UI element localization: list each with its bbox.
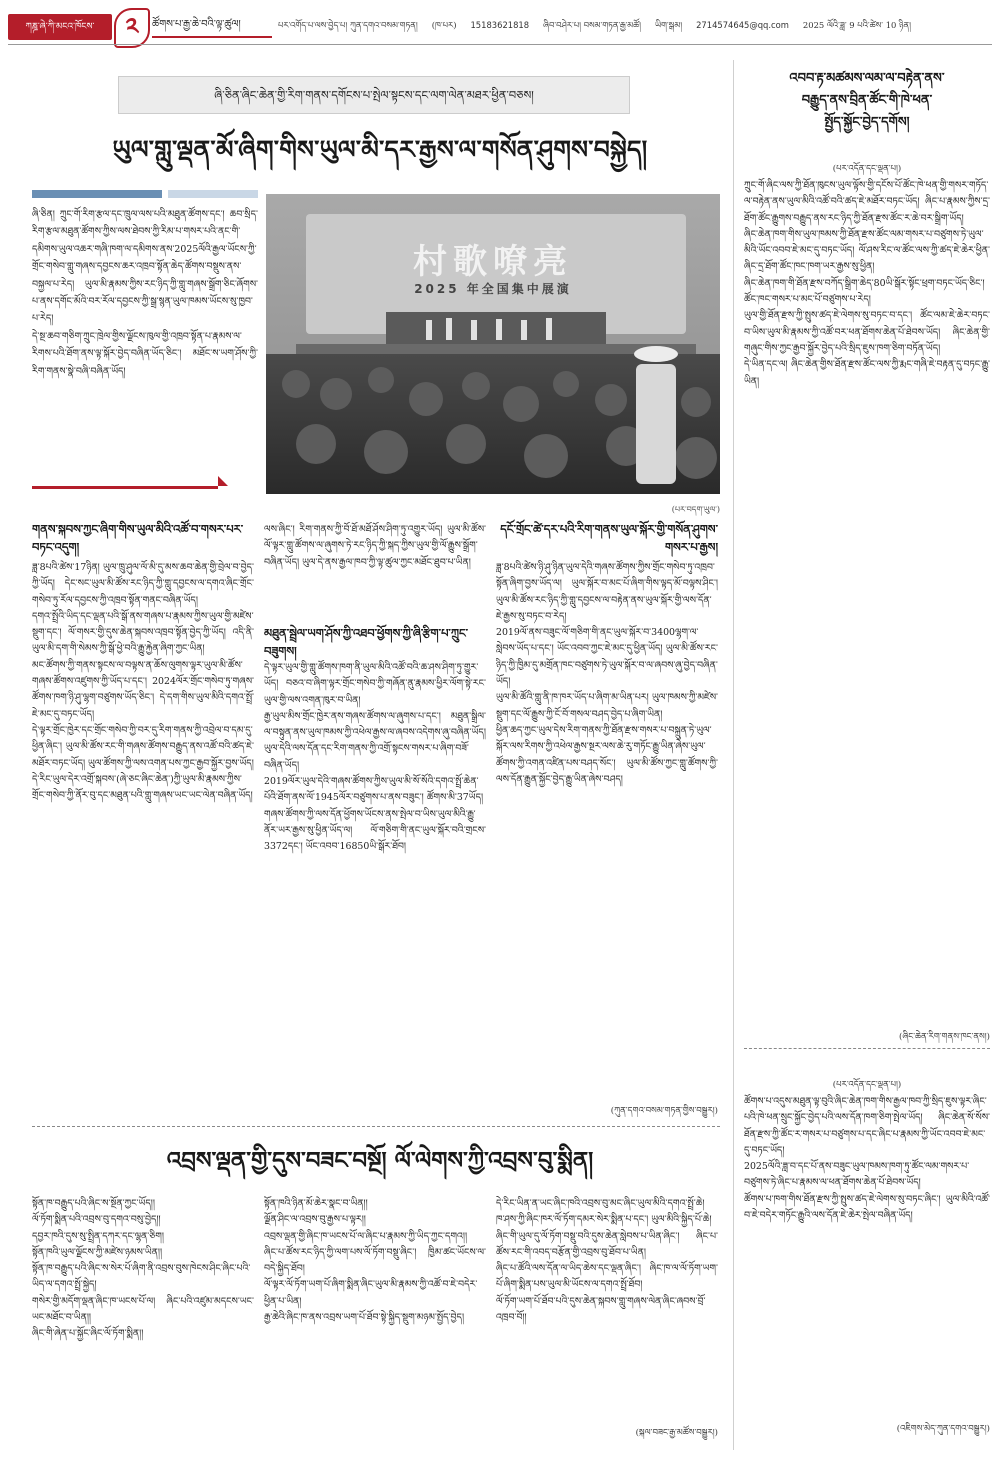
section-divider [32, 1126, 720, 1127]
column3-title: དངོ་གྲོང་ཚེ་དར་པའི་རིག་གནས་ཡུལ་སྐོར་གྱི་གསོན་ཤུགས་གསར་པ་རྒྱས། [500, 522, 718, 554]
poem-column3: དེ་རིང་ཡིན་ན་ཡང་ཞིང་ཁའི་འབྲས་བུ་མང་ཞིང་ཡུལ་མིའི་དགའ་སྤྲོ་ཆེ། ཁ་ཤས་ཀྱི་ཞིང་ཁར་ལོ་ཏོག་དམར་སེར་སྨིན་པ་དང་། ཡུལ་མིའི་སྐྱིད་པོ་ཆེ། ཞིང་གི་ཡུལ་དུ་ལོ་ཏོག་བསྡུ་བའི་དུས་ཆེན་སླེབས་པ་ཡིན་ཞིང་། ཞིང་པ་ཚོས་རང་གི་འབད་བརྩོན་གྱི་འབྲས་བུ་ཐོབ་པ་ཡིན། ཞིང་པ་ཚོའི་ལས་དོན་ལ་ཡིད་ཆེས་དང་ལྡན་ཞིང་། ཞིང་ཁ་ལ་ལོ་ཏོག་ཡག་པོ་ཞིག་སྨིན་པས་ཡུལ་མི་ཡོངས་ལ་དགའ་སྤྲོ་ཐོབ། ལོ་ཏོག་ཡག་པོ་ཐོབ་པའི་དུས་ཆེན་སྐབས་གླུ་གཞས་ལེན་ཞིང་ཞབས་བྲོ་འཁྲབ་བོ།། [496, 1198, 718, 1324]
column3-body: ཟླ་8པའི་ཚེས་ཉི་ཤུ་ཉིན་ཡུལ་དེའི་གཞས་ཚོགས་ཀྱིས་གྲོང་གསེབ་ཏུ་འཁྲབ་སྟོན་ཞིག་བྱས་ཡོད་ལ། ཡུལ་སྐོར་བ་མང་པོ་ཞིག་གིས་ལྟད་མོ་བལྟས་ཤིང་། ཡུལ་མི་ཚོས་རང་ཉིད་ཀྱི་གླུ་དབྱངས་ལ་བརྟེན་ནས་ཡུལ་སྐོར་གྱི་ལས་དོན་ཇེ་རྒྱས་སུ་བཏང་བ་རེད། 2019ལོ་ནས་བཟུང་ལོ་གཅིག་གི་ནང་ཡུལ་སྐོར་བ་3400ལྷག་ལ་སླེབས་ཡོད་པ་དང་། ཡོང་འབབ་ཀྱང་ཇེ་མང་དུ་ཕྱིན་ཡོད། ཡུལ་མི་ཚོས་རང་ཉིད་ཀྱི་ཁྱིམ་དུ་མགྲོན་ཁང་བཙུགས་ཏེ་ཡུལ་སྐོར་བ་ལ་ཞབས་ཞུ་བྱེད་བཞིན་ཡོད། ཡུལ་མི་ཚོའི་གླུ་ནི་ཁ་ཁར་ཡོད་པ་ཞིག་མ་ཡིན་པར། ཡུལ་ཁམས་ཀྱི་མཛེས་སྡུག་དང་ལོ་རྒྱུས་ཀྱི་ངོ་བོ་གསལ་བཤད་བྱེད་པ་ཞིག་ཡིན། ཕྱིན་ཆད་ཀྱང་ཡུལ་དེས་རིག་གནས་ཀྱི་ཐོན་རྫས་གསར་པ་བསྐྲུན་ཏེ་ཡུལ་སྐོར་ལས་རིགས་ཀྱི་འཕེལ་རྒྱས་སྔར་ལས་ཆེ་རུ་གཏོང་རྒྱུ་ཡིན་ཞེས་ཡུལ་ཚོགས་ཀྱི་འགན་འཛིན་པས་བཤད་སོང་། ཡུལ་མི་ཚོས་ཀྱང་གླུ་ཚོགས་ཀྱི་ལས་དོན་རྒྱུན་སྐྱོང་བྱེད་རྒྱུ་ཡིན་ཞེས་བཤད། [496, 562, 718, 785]
column1-body: ཟླ་8པའི་ཚེས་17ཉིན། ཡུལ་ཁྲུ་ཤུལ་ལོ་མི་དུ་མས་ཆབ་ཆེན་གྱི་བྲེལ་བ་བྱེད་ཀྱི་ཡོད། དེང་སང་ཡུལ་མི་ཚོས་རང་ཉིད་ཀྱི་གླུ་དབྱངས་ལ་དགའ་ཞིང་གྲོང་གསེབ་ཏུ་རོལ་དབྱངས་ཀྱི་འཁྲབ་སྟོན་གནང་བཞིན་ཡོད། དགའ་སྤྲོའི་ཡིད་དང་ལྡན་པའི་སྒོ་ནས་གཞས་པ་རྣམས་ཀྱིས་ཡུལ་གྱི་མཛེས་སྡུག་དང་། ལོ་གསར་གྱི་དུས་ཆེན་སྐབས་འཁྲབ་སྟོན་བྱེད་ཀྱི་ཡོད། འདི་ནི་ཡུལ་མི་དག་གི་སེམས་ཀྱི་སྒོ་ཕྱེ་བའི་རྒྱུ་རྐྱེན་ཞིག་ཀྱང་ཡིན། མང་ཚོགས་ཀྱི་གནས་སྟངས་ལ་བལྟས་ན་ཆོས་ལུགས་ལྟར་ཡུལ་མི་ཚོས་གཞས་ཚོགས་འཛུགས་ཀྱི་ཡོད་པ་དང་། 2024ལོར་གྲོང་གསེབ་ཏུ་གཞས་ཚོགས་ཁག་ཉི་ཤུ་ལྷག་བཙུགས་ཡོད་ཅིང་། དེ་དག་གིས་ཡུལ་མིའི་དགའ་སྤྲོ་ཇེ་མང་དུ་བཏང་ཡོད། དེ་ལྟར་གྲོང་ཁྱེར་དང་གྲོང་གསེབ་ཀྱི་བར་དུ་རིག་གནས་ཀྱི་འབྲེལ་བ་དམ་དུ་ཕྱིན་ཞིང་། ཡུལ་མི་ཚོས་རང་གི་གཞས་ཚོགས་བརྒྱུད་ནས་འཚོ་བའི་ཚད་ཇེ་མཐོར་བཏང་ཡོད། ཡུལ་ཚོགས་ཀྱི་ལས་འགན་པས་ཀྱང་རྒྱབ་སྐྱོར་བྱས་ཡོད། དེ་རིང་ཡུལ་དེར་འགྲོ་སྐབས་(ཞེ་ཅང་ཞིང་ཆེན་)ཀྱི་ཡུལ་མི་རྣམས་ཀྱིས་གྲོང་གསེབ་ཀྱི་ནོར་བུ་དང་མཐུན་པའི་གླུ་གཞས་ཡང་ཡང་ལེན་བཞིན་ཡོད། [32, 562, 254, 802]
right-article2-signature: (འཇིགས་མེད་ཀུན་དགའ་བསྒྱུར།) [896, 1424, 990, 1434]
accent-bar-light [168, 190, 258, 198]
right-article-title: འབབ་རྟ་མཚམས་ལམ་ལ་བརྟེན་ནས་ བརྒྱུད་ནས་བྲིན་ཚོང་གི་ཁེ་ཕན་ སྤྱོད་སྐྱོང་བྱེད་དགོས། [789, 71, 945, 130]
concert-photo [266, 194, 720, 494]
article-intro: ཞི་ཅིན། ཀྲུང་གོ་རིག་རྩལ་དང་ཁྲུལ་ལས་པའི་མཐུན་ཚོགས་དང་། ཆབ་སྲིད་རིག་རྩལ་མཐུན་ཚོགས་ཀྱིས་ལས་ཐེབས་ཀྱི་རིམ་པ་གསར་པའི་ནང་གི་དམིགས་ཡུལ་འཆར་གཞི་ཁག་ལ་དམིགས་ནས་2025ལོའི་རྒྱལ་ཡོངས་ཀྱི་གྲོང་གསེབ་གླུ་གཞས་དབྱངས་ཆར་འཁྲབ་སྟོན་ཆེད་ཚོགས་བསྡུས་ནས་བསྐྱལ་པ་རེད། ཡུལ་མི་རྣམས་ཀྱིས་རང་ཉིད་ཀྱི་གླུ་གཞས་སྒྲོག་ཅིང་ཞོགས་པ་ནས་དགོང་མོའི་བར་རོལ་དབྱངས་ཀྱི་སྒྲ་སྙན་ཡུལ་ཁམས་ཡོངས་སུ་ཁྱབ་པ་རེད། དེ་སྔ་ཆབ་གཅིག་ཀྲུང་ཁྲེལ་གྱིས་ལྗོངས་ཁུལ་གྱི་འཁྲབ་སྟོན་པ་རྣམས་ལ་རིགས་པའི་ཐོག་ནས་ལྟ་སྐོར་བྱེད་བཞིན་ཡོད་ཅིང་། མཐོང་ས་ཡག་ཤོས་ཀྱི་རིག་གནས་སྣེ་བཞི་བཞིན་ཡོད། [32, 209, 258, 377]
poem-column1: སྟོན་ཁ་བརྒྱུད་པའི་ཞིང་ས་སྔོན་ཀྱང་ཡོད།། ལོ་ཏོག་སྨིན་པའི་འབྲས་བུ་དགའ་བསུ་བྱེད།། དབྱར་ཁའི་དུས་སུ་སྤྲིན་དཀར་དང་ལྷན་ཅིག། སྟོན་ཁའི་ཡུལ་ལྗོངས་ཀྱི་མཛེས་ཉམས་ཡིན།། སྟོན་ཁ་བརྒྱུད་པའི་ཞིང་ས་སེར་པོ་ཞིག་ནི་འབྲས་བུས་ཁེངས་ཤིང་ཞིང་པའི་ཡིད་ལ་དགའ་སྤྲོ་སྐྱེད། གསེར་གྱི་མདོག་ལྡན་ཞིང་ཁ་ཡངས་པོ་ལ། ཞིང་པའི་འཛུམ་མདངས་ཡང་ཡང་མཐོང་བ་ཡིན།། ཞིང་གི་ཞེན་པ་སྐྱོང་ཞིང་ལོ་ཏོག་སྨིན།། [32, 1198, 254, 1340]
right-article-byline: (པར་འདོན་དང་ལྡན་པ།) [832, 164, 902, 174]
right-article2-body: ཚོགས་པ་འདུས་མཐུན་ལྟ་བུའི་ཞིང་ཆེན་ཁག་གིས་རྒྱལ་ཁབ་ཀྱི་སྲིད་ཇུས་ལྟར་ཞིང་པའི་ཁེ་ཕན་སྲུང་སྐྱོང་བྱེད་པའི་ལས་དོན་ཁག་ཅིག་སྤེལ་ཡོད། ཞིང་ཆེན་སོ་སོས་ཐོན་རྫས་ཀྱི་ཚོང་ར་གསར་པ་བཙུགས་པ་དང་ཞིང་པ་རྣམས་ཀྱི་ཡོང་འབབ་ཇེ་མང་དུ་བཏང་ཡོད། 2025ལོའི་ཟླ་བ་དང་པོ་ནས་བཟུང་ཡུལ་ཁམས་ཁག་ཏུ་ཚོང་ལམ་གསར་པ་བཙུགས་ཏེ་ཞིང་པ་རྣམས་ལ་ཕན་ཐོགས་ཆེན་པོ་ཐེབས་ཡོད། ཚོགས་པ་ཁག་གིས་ཐོན་རྫས་ཀྱི་སྤུས་ཚད་ཇེ་ལེགས་སུ་བཏང་ཞིང་། ཡུལ་མིའི་འཚོ་བ་ཇེ་བདེར་གཏོང་རྒྱུའི་ལས་དོན་ཇེ་ཆེར་སྤེལ་བཞིན་ཡོད། [744, 1096, 990, 1222]
photo-caption: (པར་བདག་ཡུལ་) [671, 505, 720, 514]
article-kicker: ཞི་ཅིན་ཞིང་ཆེན་གྱི་རིག་གནས་དགོངས་པ་སྤེལ་སྟངས་དང་ལག་ལེན་མཐར་ཕྱིན་བཅས། [118, 76, 630, 114]
main-headline: ཡུལ་གླུ་ལྡན་མོ་ཞིག་གིས་ཡུལ་མི་དར་རྒྱས་ལ་གསོན་ཤུགས་བསྐྱེད། [112, 135, 648, 164]
intro-frame-notch [218, 476, 228, 486]
masthead-badge: ཀཎྜ་ཞེ་ཀི་མངའ་ཁོངས་ [8, 14, 112, 40]
poem-column2: སྟོན་ཁའི་ཉིན་མོ་ཆེར་སྣང་བ་ཡིན།། ལྗོན་ཤིང་ལ་འབྲས་བུ་རྒྱས་པ་ལྟར།། འབྲས་ལྡན་གྱི་ཞིང་ཁ་ཡངས་པོ་ལ་ཞིང་པ་རྣམས་ཀྱི་ཡིད་ཀྱང་དགའ།། ཞིང་པ་ཚོས་རང་ཉིད་ཀྱི་ལག་པས་ལོ་ཏོག་བསྡུ་ཞིང་། ཁྱིམ་ཚང་ཡོངས་ལ་བདེ་སྐྱིད་ཐོབ། ལོ་ལྟར་ལོ་ཏོག་ཡག་པོ་ཞིག་སྨིན་ཞིང་ཡུལ་མི་རྣམས་ཀྱི་འཚོ་བ་ཇེ་བདེར་ཕྱིན་པ་ཡིན། རྒྱ་ཆེའི་ཞིང་ཁ་ནས་འབྲས་ཡག་པོ་ཐོབ་སྟེ་སྐྱིད་སྡུག་མཉམ་སྤྱོད་བྱེད། [264, 1198, 486, 1324]
section-name: ཚོགས་པ་རྒྱ་ཆེ་བའི་ལྟ་ཚུལ། [152, 14, 272, 38]
right-article-body: ཀྲུང་གོ་ཞིང་ལས་ཀྱི་ཐོན་ཁུངས་ཡུལ་ལྟོས་གྱི་དངོས་པོ་ཚོང་ཁེ་ཕན་གྱི་གསར་གཏོད་ལ་བརྟེན་ནས་ཡུལ་མིའི་འཚོ་བའི་ཚད་ཇེ་མཐོར་བཏང་ཡོད། ཞིང་པ་རྣམས་ཀྱིས་དྲ་ཐོག་ཚོང་རྒྱུགས་བརྒྱུད་ནས་རང་ཉིད་ཀྱི་ཐོན་རྫས་ཚོང་ར་ཆེ་བར་སྒྲིག་ཡོད། ཞིང་ཆེན་ཁག་གིས་ཡུལ་ཁམས་ཀྱི་ཐོན་རྫས་ཚོང་ལམ་གསར་པ་བཙུགས་ཏེ་ཡུལ་མིའི་ཡོང་འབབ་ཇེ་མང་དུ་བཏང་ཡོད། ལོ་ཤས་རིང་ལ་ཚོང་ལས་ཀྱི་ཚད་ཇེ་ཆེར་ཕྱིན་ཞིང་དྲ་ཐོག་ཚོང་ཁང་ཁག་ཡར་རྒྱས་སུ་ཕྱིན། ཞིང་ཆེན་ཁག་གི་ཐོན་རྫས་བཀོད་སྒྲིག་ཆེད་80ཡི་སྒོར་སྟོང་ཕྲག་བཏང་ཡོད་ཅིང་། ཚོང་ཁང་གསར་པ་མང་པོ་བཙུགས་པ་རེད། ཡུལ་གྱི་ཐོན་རྫས་ཀྱི་སྤུས་ཚད་ཇེ་ལེགས་སུ་བཏང་བ་དང་། ཚོང་ལམ་ཇེ་ཆེར་བཏང་བ་ཡིས་ཡུལ་མི་རྣམས་ཀྱི་འཚོ་བར་ཕན་ཐོགས་ཆེན་པོ་ཐེབས་ཡོད། ཞིང་ཆེན་གྱི་གཞུང་གིས་ཀྱང་རྒྱབ་སྐྱོར་བྱེད་པའི་སྲིད་ཇུས་ཁག་ཅིག་བཏོན་ཡོད། དེ་ཡིན་དང་ལ། ཞིང་ཆེན་གྱིས་ཐོན་རྫས་ཚོང་ལས་ཀྱི་རྨང་གཞི་ཇེ་བརྟན་དུ་བཏང་རྒྱུ་ཡིན། [744, 180, 990, 387]
email-label: ཡིག་སྒམ། [654, 20, 683, 30]
photo-subbanner: 2025 年全国集中展演 [414, 282, 572, 296]
phone-label: (ཁ་པར) [431, 20, 457, 30]
poem-signature: (སྐལ་བཟང་རྒྱ་མཚོས་བསྒྱུར།) [635, 1428, 718, 1438]
editor-label: པར་འགོད་པ་ལས་བྱེད་པ། ཀུན་དགའ་བསམ་གཏན། [278, 20, 418, 30]
page-number: ༢ [114, 8, 150, 48]
header-info [278, 14, 990, 36]
column2-body: དེ་ལྟར་ཡུལ་གྱི་གླུ་ཚོགས་ཁག་ནི་ཡུལ་མིའི་འཚོ་བའི་ཆ་ཤས་ཤིག་ཏུ་གྱུར་ཡོད། བཅའ་བ་ཞིག་ལྟར་གྲོང་གསེབ་ཀྱི་གཞོན་ནུ་རྣམས་ཕྱིར་ལོག་སྟེ་རང་ཡུལ་གྱི་ལས་འགན་ཁུར་བ་ཡིན། རྒྱ་ཡུལ་མིས་གྲོང་ཁྱེར་ནས་གཞས་ཚོགས་ལ་ཞུགས་པ་དང་། མཐུན་སྒྲིལ་ལ་བསྟུན་ནས་ཡུལ་ཁམས་ཀྱི་འཕེལ་རྒྱས་ལ་ཞབས་འདེགས་ཞུ་བཞིན་ཡོད། ཡུལ་དེའི་ལས་དོན་དང་རིག་གནས་ཀྱི་འགྲོ་སྟངས་གསར་པ་ཞིག་བཟོ་བཞིན་ཡོད། 2019ལོར་ཡུལ་དེའི་གཞས་ཚོགས་ཀྱིས་ཡུལ་མི་སོ་སོའི་དགའ་སྤྲོ་ཆེན་པོའི་ཐོག་ནས་ལོ་1945ལོར་བཙུགས་པ་ནས་བཟུང་། ཚོགས་མི་37ཡོད། གཞས་ཚོགས་ཀྱི་ལས་དོན་ཕྱོགས་ཡོངས་ནས་སྤེལ་བ་ཡིས་ཡུལ་མིའི་རྒྱུ་ནོར་ཡར་རྒྱས་སུ་ཕྱིན་ཡོད་ལ། ལོ་གཅིག་གི་ནང་ཡུལ་སྐོར་བའི་གྲངས་3372དང་། ཡོང་འབབ་16850ཡི་སྒོར་ཐོབ། [264, 662, 486, 853]
column2-subtitle: མཐུན་སྦྲེལ་ཡག་ཤོས་ཀྱི་འཐབ་ཕྱོགས་ཀྱི་ཞི་རྩིག་པ་ཀྲུང་བཟུགས། [264, 626, 468, 658]
right-column-divider [744, 1048, 990, 1049]
issue-date: 2025 ལོའི་ཟླ་ 9 པའི་ཚེས་ 10 ཉིན། [802, 20, 911, 30]
header-rule [8, 44, 992, 45]
phone-number: 15183621818 [470, 20, 530, 30]
column3-signature: (ཀུན་དགའ་བསམ་གཏན་གྱིས་བསྒྱུར།) [610, 1106, 718, 1116]
proof-label: ཞིབ་བཤེར་པ། བསམ་གཏན་རྒྱ་མཚོ། [543, 20, 641, 30]
photo-banner: 村歌嘹亮 [413, 242, 573, 282]
right-article2-byline: (པར་འདོན་དང་ལྡན་པ།) [832, 1080, 902, 1090]
email-address: 2714574645@qq.com [696, 20, 789, 30]
poem-title: འབྲས་ལྡན་གྱི་དུས་བཟང་བསྔོ། ལོ་ལེགས་ཀྱི་འབྲས་བུ་སྨིན། [166, 1147, 594, 1174]
accent-bar [32, 190, 162, 198]
column2-body-top: ལས་ཞིང་། རིག་གནས་ཀྱི་བོ་ཐོ་མཐོ་ཤོས་ཤིག་ཏུ་འགྱུར་ཡོད། ཡུལ་མི་ཚོས་ལོ་ལྟར་གླུ་ཚོགས་ལ་ཞུགས་ཏེ་རང་ཉིད་ཀྱི་སྐད་ཀྱིས་ཡུལ་གྱི་ལོ་རྒྱུས་སྒྲོག་བཞིན་ཡོད། ཡུལ་དེ་ནས་རྒྱལ་ཁབ་ཀྱི་ལྟ་ཚུལ་ཀྱང་མཐོང་ཐུབ་པ་ཡིན། [264, 524, 486, 568]
right-article-signature: (ཞིང་ཆེན་རིག་གནས་ཁང་ནས།) [899, 1032, 990, 1042]
column1-title: གནས་སྐབས་ཀྱང་ཞིག་གིས་ཡུལ་མིའི་འཚོ་བ་གསར་པར་བཏང་འདུག། [32, 522, 244, 554]
column-divider [733, 60, 734, 1450]
intro-frame [32, 476, 218, 489]
